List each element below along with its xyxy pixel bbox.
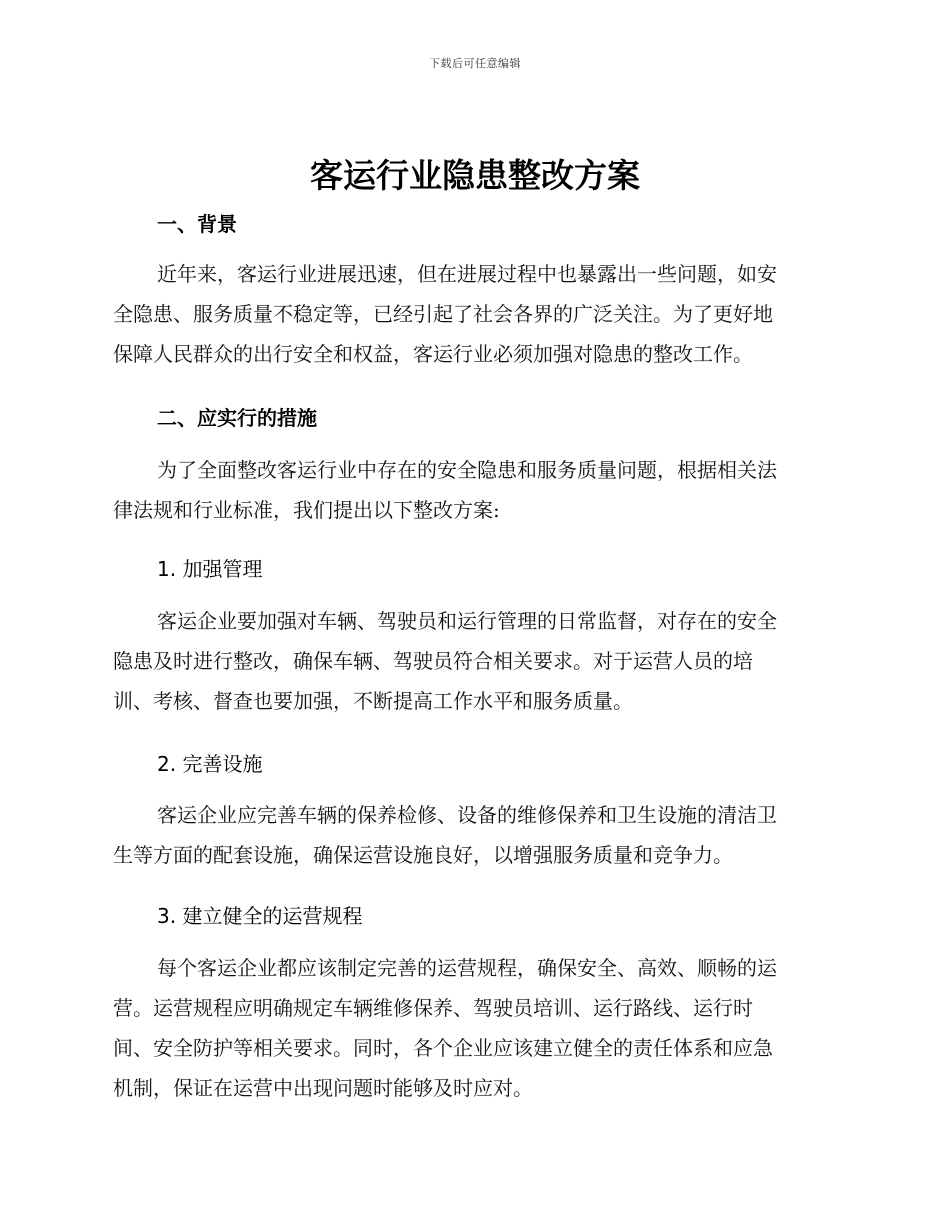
paragraph-line: 每个客运企业都应该制定完善的运营规程，确保安全、高效、顺畅的运 [157,956,777,980]
paragraph-background [113,254,838,374]
subheading-strengthen-management: 1. 加强管理 [157,557,263,581]
paragraph-strengthen-management [113,601,838,721]
header-note: 下载后可任意编辑 [429,57,521,70]
paragraph-line: 机制，保证在运营中出现问题时能够及时应对。 [113,1076,533,1100]
section-heading-measures: 二、应实行的措施 [157,406,317,430]
subheading-operating-rules: 3. 建立健全的运营规程 [157,904,363,928]
paragraph-line: 全隐患、服务质量不稳定等，已经引起了社会各界的广泛关注。为了更好地 [113,302,773,326]
paragraph-line: 客运企业应完善车辆的保养检修、设备的维修保养和卫生设施的清洁卫 [157,803,777,827]
paragraph-line: 间、安全防护等相关要求。同时，各个企业应该建立健全的责任体系和应急 [113,1036,773,1060]
paragraph-line: 保障人民群众的出行安全和权益，客运行业必须加强对隐患的整改工作。 [113,342,753,366]
paragraph-line: 隐患及时进行整改，确保车辆、驾驶员符合相关要求。对于运营人员的培 [113,649,753,673]
paragraph-operating-rules [113,948,838,1108]
document-title: 客运行业隐患整改方案 [310,156,640,195]
paragraph-measures [113,450,838,530]
paragraph-line: 律法规和行业标准，我们提出以下整改方案: [113,498,500,522]
paragraph-line: 训、考核、督查也要加强，不断提高工作水平和服务质量。 [113,689,633,713]
section-heading-background: 一、背景 [157,212,237,236]
paragraph-line: 营。运营规程应明确规定车辆维修保养、驾驶员培训、运行路线、运行时 [113,996,753,1020]
paragraph-line: 生等方面的配套设施，确保运营设施良好，以增强服务质量和竞争力。 [113,843,733,867]
subheading-improve-facilities: 2. 完善设施 [157,752,263,776]
paragraph-line: 为了全面整改客运行业中存在的安全隐患和服务质量问题，根据相关法 [157,458,777,482]
paragraph-line: 近年来，客运行业进展迅速，但在进展过程中也暴露出一些问题，如安 [157,262,777,286]
paragraph-improve-facilities [113,795,838,875]
paragraph-line: 客运企业要加强对车辆、驾驶员和运行管理的日常监督，对存在的安全 [157,609,777,633]
